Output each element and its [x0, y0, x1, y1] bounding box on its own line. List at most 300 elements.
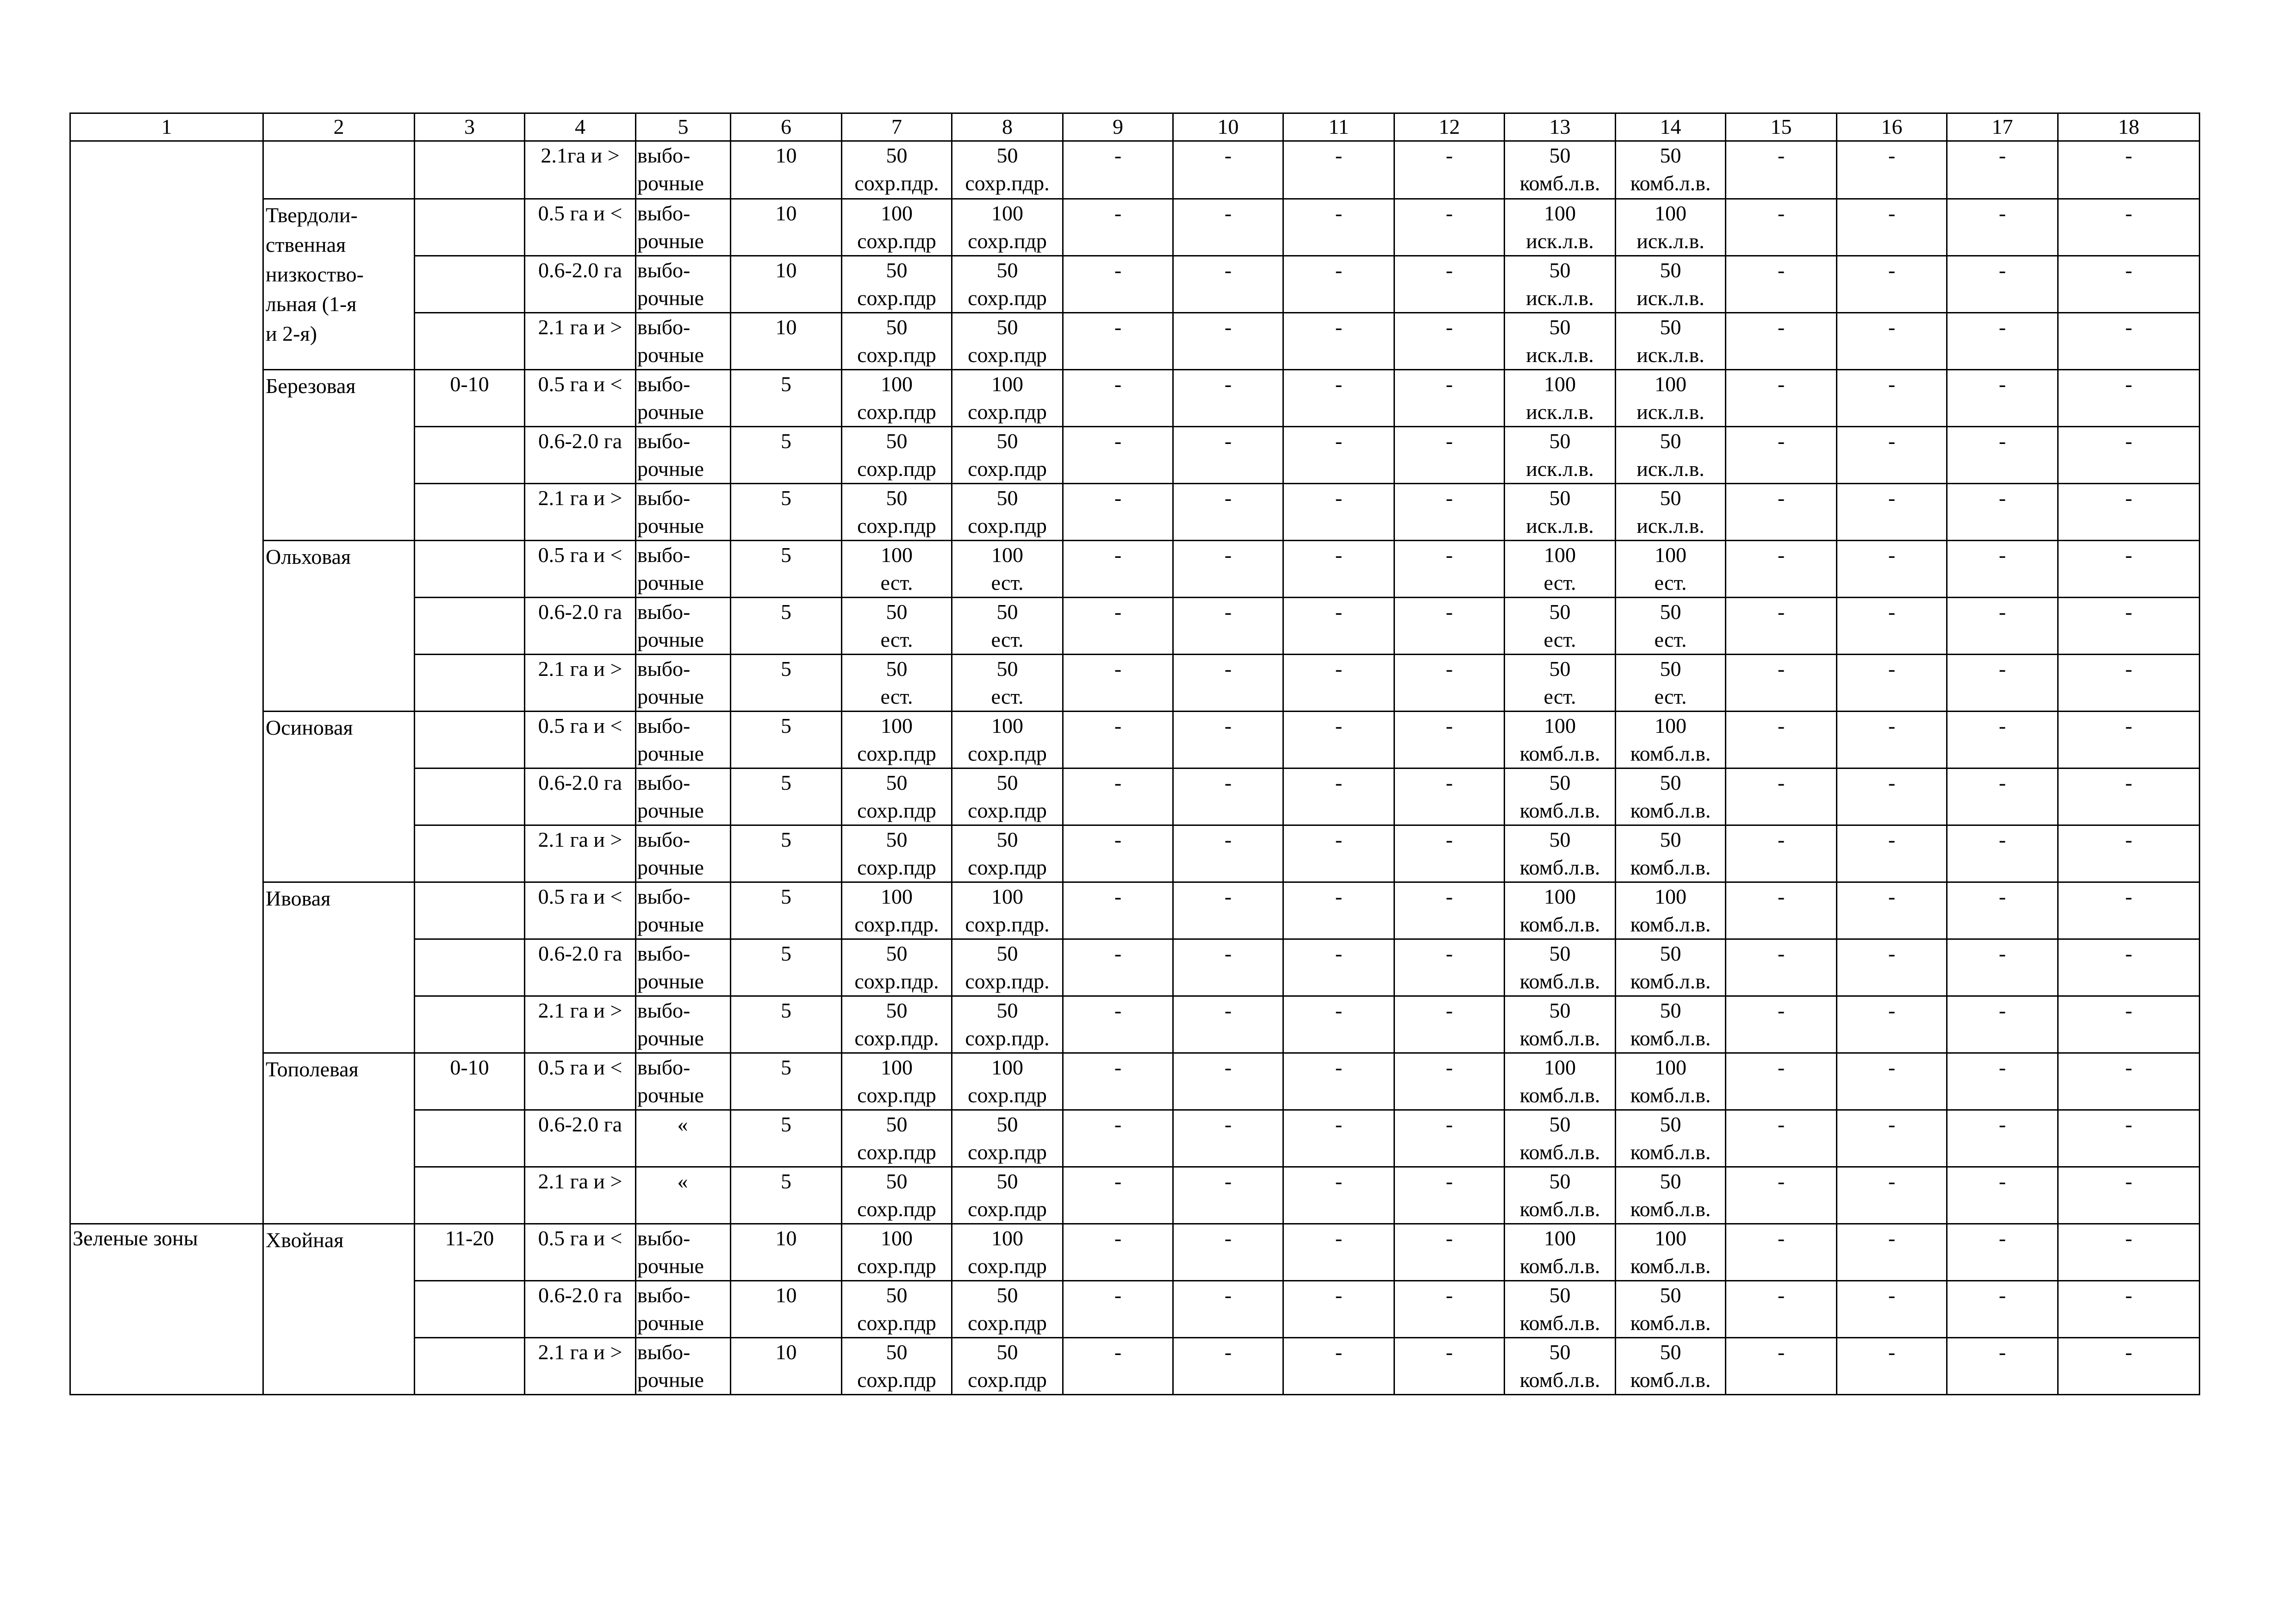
intensity-cell: 5 — [731, 1110, 842, 1167]
dash-cell: - — [1394, 1110, 1505, 1167]
col14-value-cell: 50 комб.л.в. — [1616, 1167, 1726, 1224]
cutting-type-cell: выбо- рочные — [636, 141, 731, 199]
dash-cell: - — [1947, 712, 2058, 768]
dash-cell: - — [2058, 484, 2200, 541]
species-cell — [263, 141, 415, 199]
column-number-header: 10 — [1173, 113, 1283, 141]
dash-cell: - — [1947, 882, 2058, 939]
dash-cell: - — [1283, 484, 1394, 541]
dash-cell: - — [1063, 1053, 1173, 1110]
column-number-header: 14 — [1616, 113, 1726, 141]
column-number-header: 18 — [2058, 113, 2200, 141]
dash-cell: - — [1173, 1224, 1283, 1281]
zone-category-cell: Зеленые зоны — [70, 1224, 263, 1395]
col13-value-cell: 50 комб.л.в. — [1505, 1338, 1616, 1395]
col8-value-cell: 50 ест. — [952, 598, 1063, 655]
intensity-cell: 5 — [731, 484, 842, 541]
col13-value-cell: 50 иск.л.в. — [1505, 427, 1616, 484]
cutting-type-cell: выбо- рочные — [636, 1338, 731, 1395]
dash-cell: - — [1726, 484, 1837, 541]
dash-cell: - — [1173, 427, 1283, 484]
dash-cell: - — [1837, 825, 1947, 882]
col7-value-cell: 50 ест. — [842, 655, 952, 712]
cutting-type-cell: выбо- рочные — [636, 427, 731, 484]
column-number-header: 4 — [525, 113, 636, 141]
col7-value-cell: 100 сохр.пдр — [842, 1053, 952, 1110]
col14-value-cell: 50 иск.л.в. — [1616, 256, 1726, 313]
age-cell: 0-10 — [415, 370, 525, 427]
intensity-cell: 10 — [731, 1338, 842, 1395]
dash-cell: - — [2058, 655, 2200, 712]
area-cell: 0.6-2.0 га — [525, 427, 636, 484]
intensity-cell: 5 — [731, 655, 842, 712]
age-cell: 11-20 — [415, 1224, 525, 1281]
col14-value-cell: 50 иск.л.в. — [1616, 427, 1726, 484]
dash-cell: - — [1283, 256, 1394, 313]
col7-value-cell: 100 сохр.пдр. — [842, 882, 952, 939]
dash-cell: - — [2058, 939, 2200, 996]
dash-cell: - — [1063, 712, 1173, 768]
intensity-cell: 5 — [731, 370, 842, 427]
column-number-header: 9 — [1063, 113, 1173, 141]
header-row — [70, 113, 2200, 141]
cutting-type-cell: « — [636, 1167, 731, 1224]
dash-cell: - — [1837, 996, 1947, 1053]
dash-cell: - — [1947, 256, 2058, 313]
col14-value-cell: 50 комб.л.в. — [1616, 768, 1726, 825]
table-row — [70, 370, 2200, 427]
column-number-header: 2 — [263, 113, 415, 141]
dash-cell: - — [1063, 199, 1173, 256]
dash-cell: - — [1394, 655, 1505, 712]
dash-cell: - — [1173, 541, 1283, 598]
dash-cell: - — [1394, 1167, 1505, 1224]
col8-value-cell: 100 сохр.пдр — [952, 1053, 1063, 1110]
col8-value-cell: 100 сохр.пдр — [952, 199, 1063, 256]
dash-cell: - — [1283, 1224, 1394, 1281]
dash-cell: - — [1283, 427, 1394, 484]
col14-value-cell: 50 иск.л.в. — [1616, 484, 1726, 541]
col13-value-cell: 50 иск.л.в. — [1505, 484, 1616, 541]
dash-cell: - — [2058, 313, 2200, 370]
column-number-header: 6 — [731, 113, 842, 141]
cutting-type-cell: выбо- рочные — [636, 541, 731, 598]
species-cell: Твердоли- ственная низкоство- льная (1-я и 2-я) — [263, 199, 415, 370]
dash-cell: - — [1394, 882, 1505, 939]
dash-cell: - — [1283, 1053, 1394, 1110]
dash-cell: - — [1283, 541, 1394, 598]
col7-value-cell: 50 сохр.пдр. — [842, 141, 952, 199]
dash-cell: - — [1063, 541, 1173, 598]
col8-value-cell: 50 сохр.пдр — [952, 825, 1063, 882]
dash-cell: - — [1837, 1338, 1947, 1395]
col13-value-cell: 50 комб.л.в. — [1505, 1110, 1616, 1167]
dash-cell: - — [1726, 1224, 1837, 1281]
dash-cell: - — [1283, 825, 1394, 882]
dash-cell: - — [1173, 939, 1283, 996]
area-cell: 0.5 га и < — [525, 541, 636, 598]
intensity-cell: 10 — [731, 1281, 842, 1338]
dash-cell: - — [2058, 199, 2200, 256]
col14-value-cell: 100 комб.л.в. — [1616, 882, 1726, 939]
dash-cell: - — [1726, 370, 1837, 427]
col14-value-cell: 50 комб.л.в. — [1616, 939, 1726, 996]
dash-cell: - — [1947, 541, 2058, 598]
dash-cell: - — [1947, 768, 2058, 825]
dash-cell: - — [1173, 1053, 1283, 1110]
dash-cell: - — [1726, 939, 1837, 996]
cutting-type-cell: выбо- рочные — [636, 939, 731, 996]
species-cell: Ивовая — [263, 882, 415, 1053]
dash-cell: - — [1726, 1110, 1837, 1167]
dash-cell: - — [1394, 141, 1505, 199]
dash-cell: - — [1394, 256, 1505, 313]
dash-cell: - — [1283, 1281, 1394, 1338]
species-cell: Тополевая — [263, 1053, 415, 1224]
dash-cell: - — [1837, 655, 1947, 712]
col13-value-cell: 100 иск.л.в. — [1505, 370, 1616, 427]
dash-cell: - — [1947, 939, 2058, 996]
dash-cell: - — [1837, 1110, 1947, 1167]
dash-cell: - — [1394, 1224, 1505, 1281]
dash-cell: - — [1726, 141, 1837, 199]
col7-value-cell: 50 сохр.пдр — [842, 484, 952, 541]
dash-cell: - — [1063, 484, 1173, 541]
dash-cell: - — [1726, 655, 1837, 712]
col7-value-cell: 100 сохр.пдр — [842, 1224, 952, 1281]
intensity-cell: 10 — [731, 141, 842, 199]
col7-value-cell: 50 сохр.пдр — [842, 256, 952, 313]
col14-value-cell: 50 комб.л.в. — [1616, 825, 1726, 882]
age-cell — [415, 655, 525, 712]
dash-cell: - — [1173, 1281, 1283, 1338]
area-cell: 2.1 га и > — [525, 655, 636, 712]
column-number-header: 15 — [1726, 113, 1837, 141]
dash-cell: - — [1394, 313, 1505, 370]
dash-cell: - — [1394, 996, 1505, 1053]
dash-cell: - — [1726, 541, 1837, 598]
age-cell — [415, 712, 525, 768]
dash-cell: - — [1283, 939, 1394, 996]
dash-cell: - — [1173, 1110, 1283, 1167]
area-cell: 0.5 га и < — [525, 199, 636, 256]
data-table — [69, 112, 2200, 1395]
col8-value-cell: 50 сохр.пдр — [952, 1167, 1063, 1224]
dash-cell: - — [2058, 541, 2200, 598]
dash-cell: - — [1837, 1167, 1947, 1224]
dash-cell: - — [1947, 655, 2058, 712]
dash-cell: - — [1726, 313, 1837, 370]
cutting-type-cell: выбо- рочные — [636, 1224, 731, 1281]
dash-cell: - — [1173, 598, 1283, 655]
dash-cell: - — [2058, 768, 2200, 825]
table-row — [70, 199, 2200, 256]
dash-cell: - — [1837, 598, 1947, 655]
col7-value-cell: 100 ест. — [842, 541, 952, 598]
dash-cell: - — [1063, 882, 1173, 939]
column-number-header: 13 — [1505, 113, 1616, 141]
dash-cell: - — [1947, 199, 2058, 256]
species-cell: Осиновая — [263, 712, 415, 882]
dash-cell: - — [1726, 598, 1837, 655]
area-cell: 2.1 га и > — [525, 313, 636, 370]
age-cell — [415, 541, 525, 598]
col7-value-cell: 50 сохр.пдр — [842, 768, 952, 825]
dash-cell: - — [2058, 1053, 2200, 1110]
intensity-cell: 5 — [731, 1167, 842, 1224]
col8-value-cell: 100 ест. — [952, 541, 1063, 598]
dash-cell: - — [2058, 996, 2200, 1053]
dash-cell: - — [1063, 313, 1173, 370]
age-cell — [415, 1167, 525, 1224]
dash-cell: - — [1173, 370, 1283, 427]
col8-value-cell: 50 сохр.пдр. — [952, 996, 1063, 1053]
column-number-header: 17 — [1947, 113, 2058, 141]
dash-cell: - — [1837, 370, 1947, 427]
age-cell — [415, 882, 525, 939]
col13-value-cell: 100 иск.л.в. — [1505, 199, 1616, 256]
dash-cell: - — [1394, 598, 1505, 655]
col14-value-cell: 100 иск.л.в. — [1616, 370, 1726, 427]
dash-cell: - — [1947, 1053, 2058, 1110]
intensity-cell: 5 — [731, 598, 842, 655]
cutting-type-cell: выбо- рочные — [636, 598, 731, 655]
intensity-cell: 5 — [731, 427, 842, 484]
intensity-cell: 10 — [731, 199, 842, 256]
col13-value-cell: 50 ест. — [1505, 655, 1616, 712]
dash-cell: - — [1947, 370, 2058, 427]
dash-cell: - — [1173, 313, 1283, 370]
dash-cell: - — [1837, 199, 1947, 256]
col8-value-cell: 50 ест. — [952, 655, 1063, 712]
column-number-header: 1 — [70, 113, 263, 141]
cutting-type-cell: выбо- рочные — [636, 484, 731, 541]
dash-cell: - — [1063, 370, 1173, 427]
dash-cell: - — [1063, 1281, 1173, 1338]
species-cell: Березовая — [263, 370, 415, 541]
dash-cell: - — [1837, 1053, 1947, 1110]
col7-value-cell: 100 сохр.пдр — [842, 712, 952, 768]
dash-cell: - — [1283, 598, 1394, 655]
dash-cell: - — [1283, 712, 1394, 768]
col14-value-cell: 50 комб.л.в. — [1616, 1281, 1726, 1338]
dash-cell: - — [1063, 1110, 1173, 1167]
col8-value-cell: 50 сохр.пдр — [952, 1338, 1063, 1395]
intensity-cell: 5 — [731, 541, 842, 598]
intensity-cell: 5 — [731, 882, 842, 939]
dash-cell: - — [1173, 141, 1283, 199]
age-cell — [415, 256, 525, 313]
dash-cell: - — [1173, 655, 1283, 712]
col8-value-cell: 50 сохр.пдр — [952, 1281, 1063, 1338]
col13-value-cell: 50 иск.л.в. — [1505, 313, 1616, 370]
col7-value-cell: 100 сохр.пдр — [842, 199, 952, 256]
intensity-cell: 10 — [731, 1224, 842, 1281]
age-cell — [415, 996, 525, 1053]
area-cell: 0.6-2.0 га — [525, 598, 636, 655]
dash-cell: - — [1726, 199, 1837, 256]
dash-cell: - — [1837, 541, 1947, 598]
intensity-cell: 5 — [731, 996, 842, 1053]
dash-cell: - — [1394, 1338, 1505, 1395]
dash-cell: - — [1063, 939, 1173, 996]
cutting-type-cell: выбо- рочные — [636, 712, 731, 768]
table-row — [70, 882, 2200, 939]
dash-cell: - — [1837, 141, 1947, 199]
dash-cell: - — [1947, 313, 2058, 370]
area-cell: 0.6-2.0 га — [525, 1110, 636, 1167]
area-cell: 0.5 га и < — [525, 1224, 636, 1281]
area-cell: 0.6-2.0 га — [525, 939, 636, 996]
dash-cell: - — [1283, 882, 1394, 939]
dash-cell: - — [1947, 1110, 2058, 1167]
dash-cell: - — [1283, 1167, 1394, 1224]
dash-cell: - — [1947, 1281, 2058, 1338]
age-cell — [415, 427, 525, 484]
dash-cell: - — [1947, 141, 2058, 199]
cutting-type-cell: выбо- рочные — [636, 1053, 731, 1110]
dash-cell: - — [1947, 1224, 2058, 1281]
dash-cell: - — [1837, 882, 1947, 939]
species-cell: Ольховая — [263, 541, 415, 712]
dash-cell: - — [1173, 1167, 1283, 1224]
dash-cell: - — [1283, 1110, 1394, 1167]
dash-cell: - — [2058, 882, 2200, 939]
col13-value-cell: 50 иск.л.в. — [1505, 256, 1616, 313]
intensity-cell: 5 — [731, 939, 842, 996]
intensity-cell: 5 — [731, 712, 842, 768]
dash-cell: - — [1063, 256, 1173, 313]
dash-cell: - — [1173, 996, 1283, 1053]
dash-cell: - — [1837, 712, 1947, 768]
intensity-cell: 5 — [731, 768, 842, 825]
dash-cell: - — [1283, 768, 1394, 825]
cutting-type-cell: « — [636, 1110, 731, 1167]
age-cell — [415, 313, 525, 370]
dash-cell: - — [1726, 1053, 1837, 1110]
dash-cell: - — [1063, 655, 1173, 712]
dash-cell: - — [1837, 768, 1947, 825]
dash-cell: - — [1837, 1281, 1947, 1338]
dash-cell: - — [1063, 1338, 1173, 1395]
cutting-type-cell: выбо- рочные — [636, 1281, 731, 1338]
area-cell: 2.1 га и > — [525, 484, 636, 541]
dash-cell: - — [1063, 768, 1173, 825]
column-number-header: 8 — [952, 113, 1063, 141]
col7-value-cell: 50 сохр.пдр — [842, 1338, 952, 1395]
col14-value-cell: 100 комб.л.в. — [1616, 1224, 1726, 1281]
cutting-type-cell: выбо- рочные — [636, 313, 731, 370]
dash-cell: - — [1837, 484, 1947, 541]
age-cell — [415, 939, 525, 996]
col13-value-cell: 50 комб.л.в. — [1505, 141, 1616, 199]
dash-cell: - — [1726, 882, 1837, 939]
col7-value-cell: 50 сохр.пдр. — [842, 996, 952, 1053]
intensity-cell: 5 — [731, 1053, 842, 1110]
dash-cell: - — [1726, 256, 1837, 313]
col13-value-cell: 50 ест. — [1505, 598, 1616, 655]
dash-cell: - — [2058, 598, 2200, 655]
dash-cell: - — [1837, 313, 1947, 370]
area-cell: 0.6-2.0 га — [525, 1281, 636, 1338]
dash-cell: - — [1726, 1338, 1837, 1395]
column-number-header: 5 — [636, 113, 731, 141]
dash-cell: - — [1173, 768, 1283, 825]
area-cell: 2.1 га и > — [525, 1167, 636, 1224]
dash-cell: - — [1063, 1224, 1173, 1281]
table-row — [70, 1053, 2200, 1110]
col8-value-cell: 50 сохр.пдр — [952, 313, 1063, 370]
col14-value-cell: 100 комб.л.в. — [1616, 712, 1726, 768]
dash-cell: - — [1063, 141, 1173, 199]
col13-value-cell: 100 ест. — [1505, 541, 1616, 598]
table-row — [70, 712, 2200, 768]
col14-value-cell: 50 комб.л.в. — [1616, 996, 1726, 1053]
dash-cell: - — [1063, 825, 1173, 882]
col7-value-cell: 50 сохр.пдр — [842, 1281, 952, 1338]
dash-cell: - — [1063, 996, 1173, 1053]
age-cell — [415, 199, 525, 256]
dash-cell: - — [1173, 825, 1283, 882]
dash-cell: - — [2058, 370, 2200, 427]
zone-category-cell — [70, 141, 263, 1224]
dash-cell: - — [1837, 256, 1947, 313]
area-cell: 0.5 га и < — [525, 370, 636, 427]
col8-value-cell: 50 сохр.пдр — [952, 427, 1063, 484]
age-cell — [415, 1338, 525, 1395]
dash-cell: - — [1837, 427, 1947, 484]
col8-value-cell: 50 сохр.пдр — [952, 1110, 1063, 1167]
cutting-type-cell: выбо- рочные — [636, 768, 731, 825]
dash-cell: - — [1947, 825, 2058, 882]
column-number-header: 16 — [1837, 113, 1947, 141]
col8-value-cell: 100 сохр.пдр. — [952, 882, 1063, 939]
dash-cell: - — [1947, 598, 2058, 655]
dash-cell: - — [2058, 1167, 2200, 1224]
col13-value-cell: 50 комб.л.в. — [1505, 768, 1616, 825]
dash-cell: - — [1394, 768, 1505, 825]
cutting-type-cell: выбо- рочные — [636, 256, 731, 313]
col14-value-cell: 50 иск.л.в. — [1616, 313, 1726, 370]
col7-value-cell: 50 ест. — [842, 598, 952, 655]
col7-value-cell: 100 сохр.пдр — [842, 370, 952, 427]
dash-cell: - — [1947, 427, 2058, 484]
dash-cell: - — [1726, 768, 1837, 825]
col8-value-cell: 50 сохр.пдр — [952, 484, 1063, 541]
area-cell: 2.1 га и > — [525, 825, 636, 882]
age-cell — [415, 768, 525, 825]
intensity-cell: 10 — [731, 256, 842, 313]
col13-value-cell: 100 комб.л.в. — [1505, 882, 1616, 939]
cutting-type-cell: выбо- рочные — [636, 996, 731, 1053]
col14-value-cell: 50 ест. — [1616, 598, 1726, 655]
col14-value-cell: 50 комб.л.в. — [1616, 1110, 1726, 1167]
col8-value-cell: 50 сохр.пдр — [952, 256, 1063, 313]
col8-value-cell: 100 сохр.пдр — [952, 712, 1063, 768]
dash-cell: - — [2058, 256, 2200, 313]
dash-cell: - — [1394, 939, 1505, 996]
col8-value-cell: 100 сохр.пдр — [952, 1224, 1063, 1281]
col14-value-cell: 50 комб.л.в. — [1616, 1338, 1726, 1395]
column-number-header: 7 — [842, 113, 952, 141]
col7-value-cell: 50 сохр.пдр. — [842, 939, 952, 996]
area-cell: 0.5 га и < — [525, 882, 636, 939]
age-cell — [415, 825, 525, 882]
age-cell — [415, 598, 525, 655]
col13-value-cell: 50 комб.л.в. — [1505, 939, 1616, 996]
dash-cell: - — [1394, 1281, 1505, 1338]
age-cell: 0-10 — [415, 1053, 525, 1110]
